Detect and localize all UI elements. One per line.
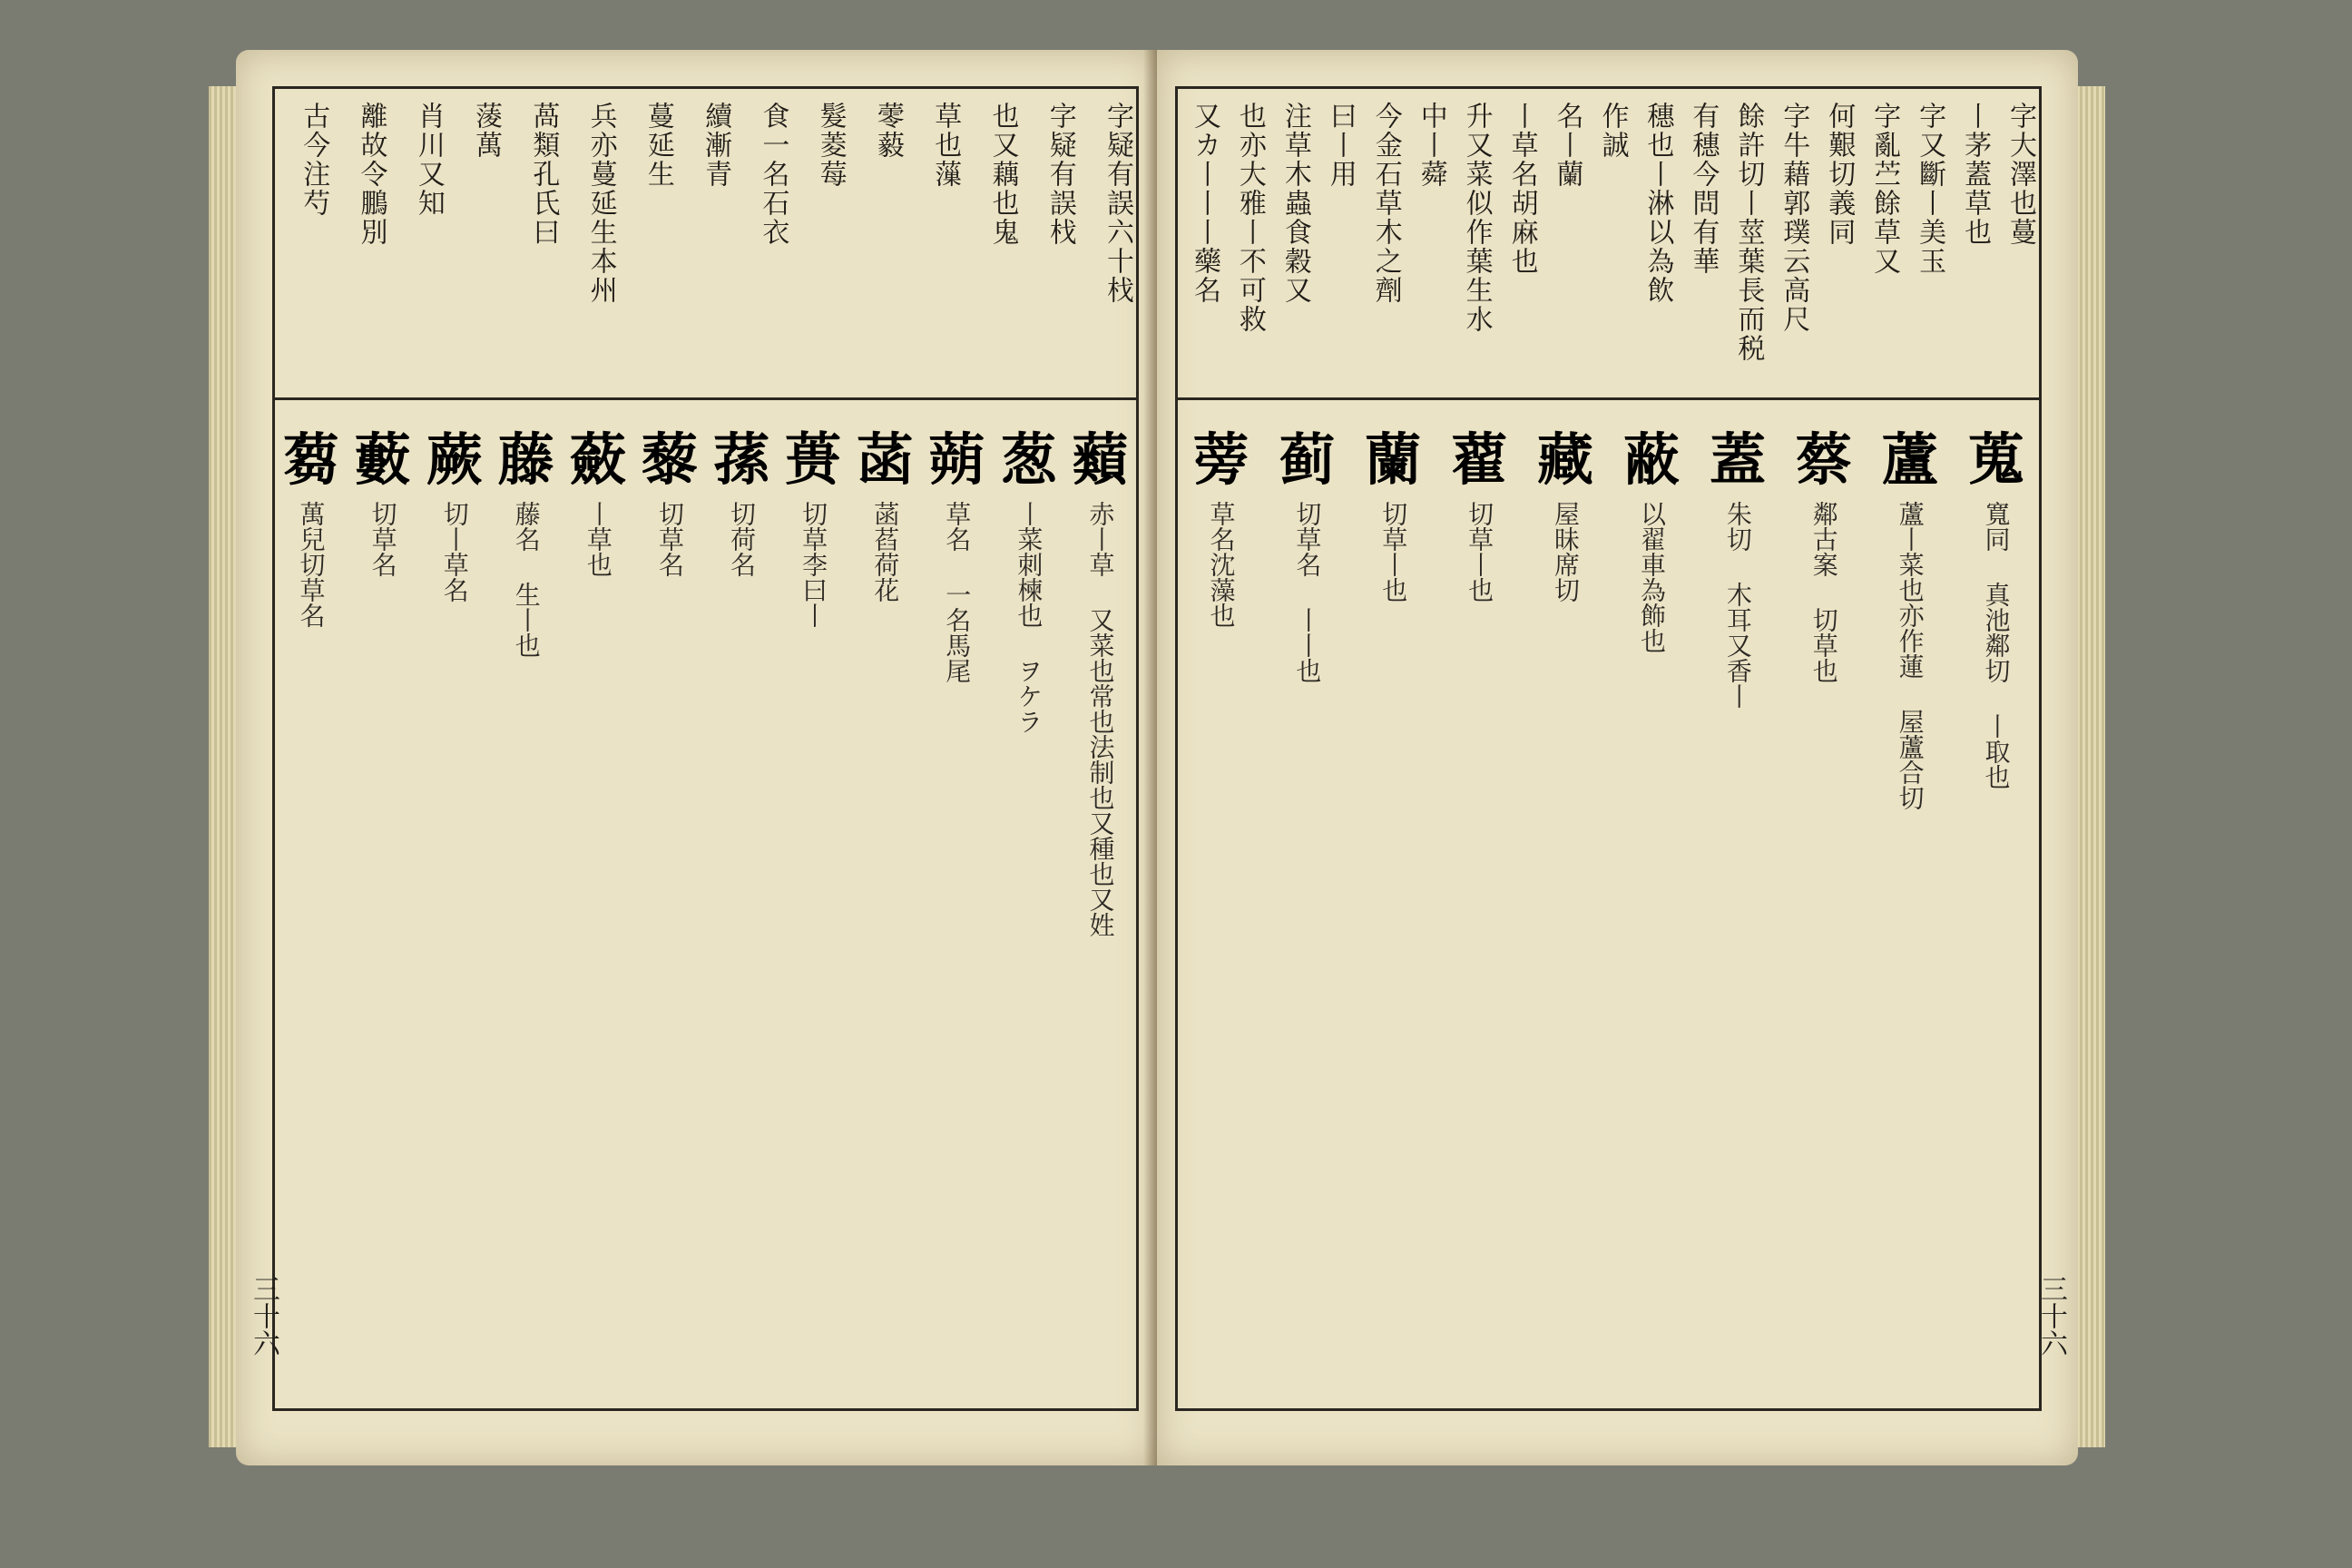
dictionary-entry bbox=[1264, 411, 1350, 1399]
left-page-number: 三十六 bbox=[248, 1275, 279, 1357]
open-book bbox=[209, 50, 2105, 1465]
right-entries bbox=[1178, 402, 2039, 1408]
entry-gloss: 切草名 bbox=[368, 501, 398, 577]
entry-headword: 蒉 bbox=[785, 426, 842, 493]
dictionary-entry bbox=[1178, 411, 1264, 1399]
entry-gloss: 菡萏荷花 bbox=[870, 501, 901, 603]
top-note-column: 曰丨用 bbox=[1324, 102, 1357, 189]
top-note-column: 肖川又知 bbox=[412, 102, 445, 218]
left-entries bbox=[275, 402, 1136, 1408]
top-note-column: 餘許切丨莖葉長而税 bbox=[1732, 102, 1765, 363]
entry-gloss: 屋昧席切 bbox=[1551, 501, 1582, 603]
dictionary-entry bbox=[706, 411, 778, 1399]
entry-headword: 蕨 bbox=[426, 426, 483, 493]
dictionary-entry bbox=[562, 411, 633, 1399]
dictionary-entry bbox=[993, 411, 1064, 1399]
right-top-notes bbox=[1178, 89, 2039, 400]
entry-headword: 蔡 bbox=[1795, 426, 1852, 493]
entry-headword: 葱 bbox=[1000, 426, 1057, 493]
dictionary-entry bbox=[490, 411, 562, 1399]
top-note-column: 也亦大雅丨不可救 bbox=[1233, 102, 1266, 334]
entry-gloss: 草名沈藻也 bbox=[1206, 501, 1237, 628]
entry-gloss: 以翟車為飾也 bbox=[1636, 501, 1667, 653]
top-note-column: 字亂苎餘草又 bbox=[1868, 102, 1901, 276]
entry-headword: 蒐 bbox=[1967, 426, 2024, 493]
dictionary-entry bbox=[1694, 411, 1780, 1399]
top-note-column: 兵亦蔓延生本州 bbox=[584, 102, 617, 305]
top-note-column: 穗也丨淋以為飲 bbox=[1642, 102, 1674, 305]
dictionary-entry bbox=[347, 411, 418, 1399]
entry-gloss: 切草丨也 bbox=[1378, 501, 1409, 603]
entry-gloss: 切草李曰丨 bbox=[799, 501, 829, 628]
right-page-frame bbox=[1175, 86, 2042, 1411]
dictionary-entry bbox=[921, 411, 993, 1399]
top-note-column: 離故令鵬別 bbox=[355, 102, 387, 247]
dictionary-entry bbox=[778, 411, 849, 1399]
top-note-column: 萵類孔氏曰 bbox=[527, 102, 560, 247]
top-note-column: 字牛藉郭璞云高尺 bbox=[1778, 102, 1810, 334]
dictionary-entry bbox=[1436, 411, 1523, 1399]
top-note-column: 續漸青 bbox=[700, 102, 732, 189]
entry-gloss: 切草丨也 bbox=[1465, 501, 1495, 603]
top-note-column: 升又菜似作葉生水 bbox=[1460, 102, 1493, 334]
top-note-column: 丨茅蓋草也 bbox=[1959, 102, 1992, 247]
entry-headword: 蘆 bbox=[1881, 426, 1938, 493]
dictionary-entry bbox=[1064, 411, 1136, 1399]
dictionary-entry bbox=[1609, 411, 1695, 1399]
top-note-column: 字疑有誤六十𣏾 bbox=[1102, 102, 1133, 305]
entry-headword: 蘞 bbox=[569, 426, 626, 493]
entry-headword: 蒭 bbox=[282, 426, 339, 493]
top-note-column: 有穗今問有華 bbox=[1687, 102, 1720, 276]
entry-headword: 菡 bbox=[857, 426, 914, 493]
entry-gloss: 切草名 bbox=[654, 501, 685, 577]
top-note-column: 古今注芍 bbox=[298, 102, 330, 218]
top-note-column: 今金石草木之劑 bbox=[1369, 102, 1402, 305]
entry-headword: 藤 bbox=[497, 426, 554, 493]
left-top-notes bbox=[275, 89, 1136, 400]
top-note-column: 髮菱莓 bbox=[814, 102, 847, 189]
top-note-column: 名丨蘭 bbox=[1551, 102, 1583, 189]
right-page bbox=[1157, 50, 2078, 1465]
entry-headword: 蒡 bbox=[1192, 426, 1250, 493]
dictionary-entry bbox=[1780, 411, 1867, 1399]
entry-gloss: 丨草也 bbox=[583, 501, 613, 577]
entry-gloss: 草名 一名馬尾 bbox=[942, 501, 973, 683]
top-note-column: 丨草名胡麻也 bbox=[1505, 102, 1538, 276]
entry-headword: 蘱 bbox=[1072, 426, 1129, 493]
right-page-number: 三十六 bbox=[2035, 1275, 2067, 1357]
entry-headword: 藋 bbox=[1451, 426, 1508, 493]
top-note-column: 草也薻 bbox=[929, 102, 962, 189]
dictionary-entry bbox=[633, 411, 705, 1399]
entry-gloss: 赤丨草 又菜也常也法制也又種也又姓 bbox=[1085, 501, 1116, 937]
entry-headword: 蓀 bbox=[713, 426, 770, 493]
top-note-column: 蕶藙 bbox=[871, 102, 904, 160]
entry-headword: 藏 bbox=[1537, 426, 1594, 493]
entry-gloss: 丨菜刺楝也 ヲケラ bbox=[1014, 501, 1044, 734]
entry-gloss: 寬同 真池鄰切 丨取也 bbox=[1981, 501, 2012, 789]
top-note-column: 中丨蕣 bbox=[1415, 102, 1447, 189]
entry-headword: 蓋 bbox=[1709, 426, 1766, 493]
top-note-column: 注草木蟲食穀又 bbox=[1279, 102, 1311, 305]
entry-gloss: 藤名 生丨也 bbox=[511, 501, 542, 658]
entry-headword: 蓟 bbox=[1279, 426, 1336, 493]
entry-gloss: 切荷名 bbox=[727, 501, 758, 577]
dictionary-entry bbox=[1867, 411, 1953, 1399]
top-note-column: 食一名石衣 bbox=[757, 102, 789, 247]
top-note-column: 字疑有誤𣏾 bbox=[1044, 102, 1076, 247]
entry-headword: 蔽 bbox=[1622, 426, 1680, 493]
left-page bbox=[236, 50, 1157, 1465]
top-note-column: 作誠 bbox=[1596, 102, 1629, 160]
entry-gloss: 鄰古案 切草也 bbox=[1808, 501, 1839, 683]
entry-gloss: 切草名 丨丨也 bbox=[1292, 501, 1323, 683]
top-note-column: 何艱切義同 bbox=[1823, 102, 1856, 247]
entry-headword: 蘭 bbox=[1365, 426, 1422, 493]
entry-gloss: 朱切 木耳又香丨 bbox=[1722, 501, 1753, 709]
entry-headword: 藜 bbox=[641, 426, 698, 493]
entry-headword: 蒴 bbox=[928, 426, 985, 493]
entry-gloss: 切丨草名 bbox=[439, 501, 470, 603]
left-page-frame bbox=[272, 86, 1139, 1411]
top-note-column: 也又藕也鬼 bbox=[986, 102, 1019, 247]
dictionary-entry bbox=[1953, 411, 2039, 1399]
dictionary-entry bbox=[1350, 411, 1436, 1399]
entry-gloss: 萬兒切草名 bbox=[296, 501, 327, 628]
dictionary-entry bbox=[1523, 411, 1609, 1399]
dictionary-entry bbox=[275, 411, 347, 1399]
dictionary-entry bbox=[418, 411, 490, 1399]
top-note-column: 蔓延生 bbox=[642, 102, 674, 189]
top-note-column: 蔆萬 bbox=[470, 102, 503, 160]
entry-gloss: 蘆丨菜也亦作蓮 屋蘆合切 bbox=[1895, 501, 1926, 810]
top-note-column: 字大澤也蔓 bbox=[2004, 102, 2036, 247]
dictionary-entry bbox=[849, 411, 921, 1399]
entry-headword: 藪 bbox=[354, 426, 411, 493]
top-note-column: 又カ丨丨丨藥名 bbox=[1188, 102, 1220, 305]
top-note-column: 字又斷丨美玉 bbox=[1914, 102, 1946, 276]
